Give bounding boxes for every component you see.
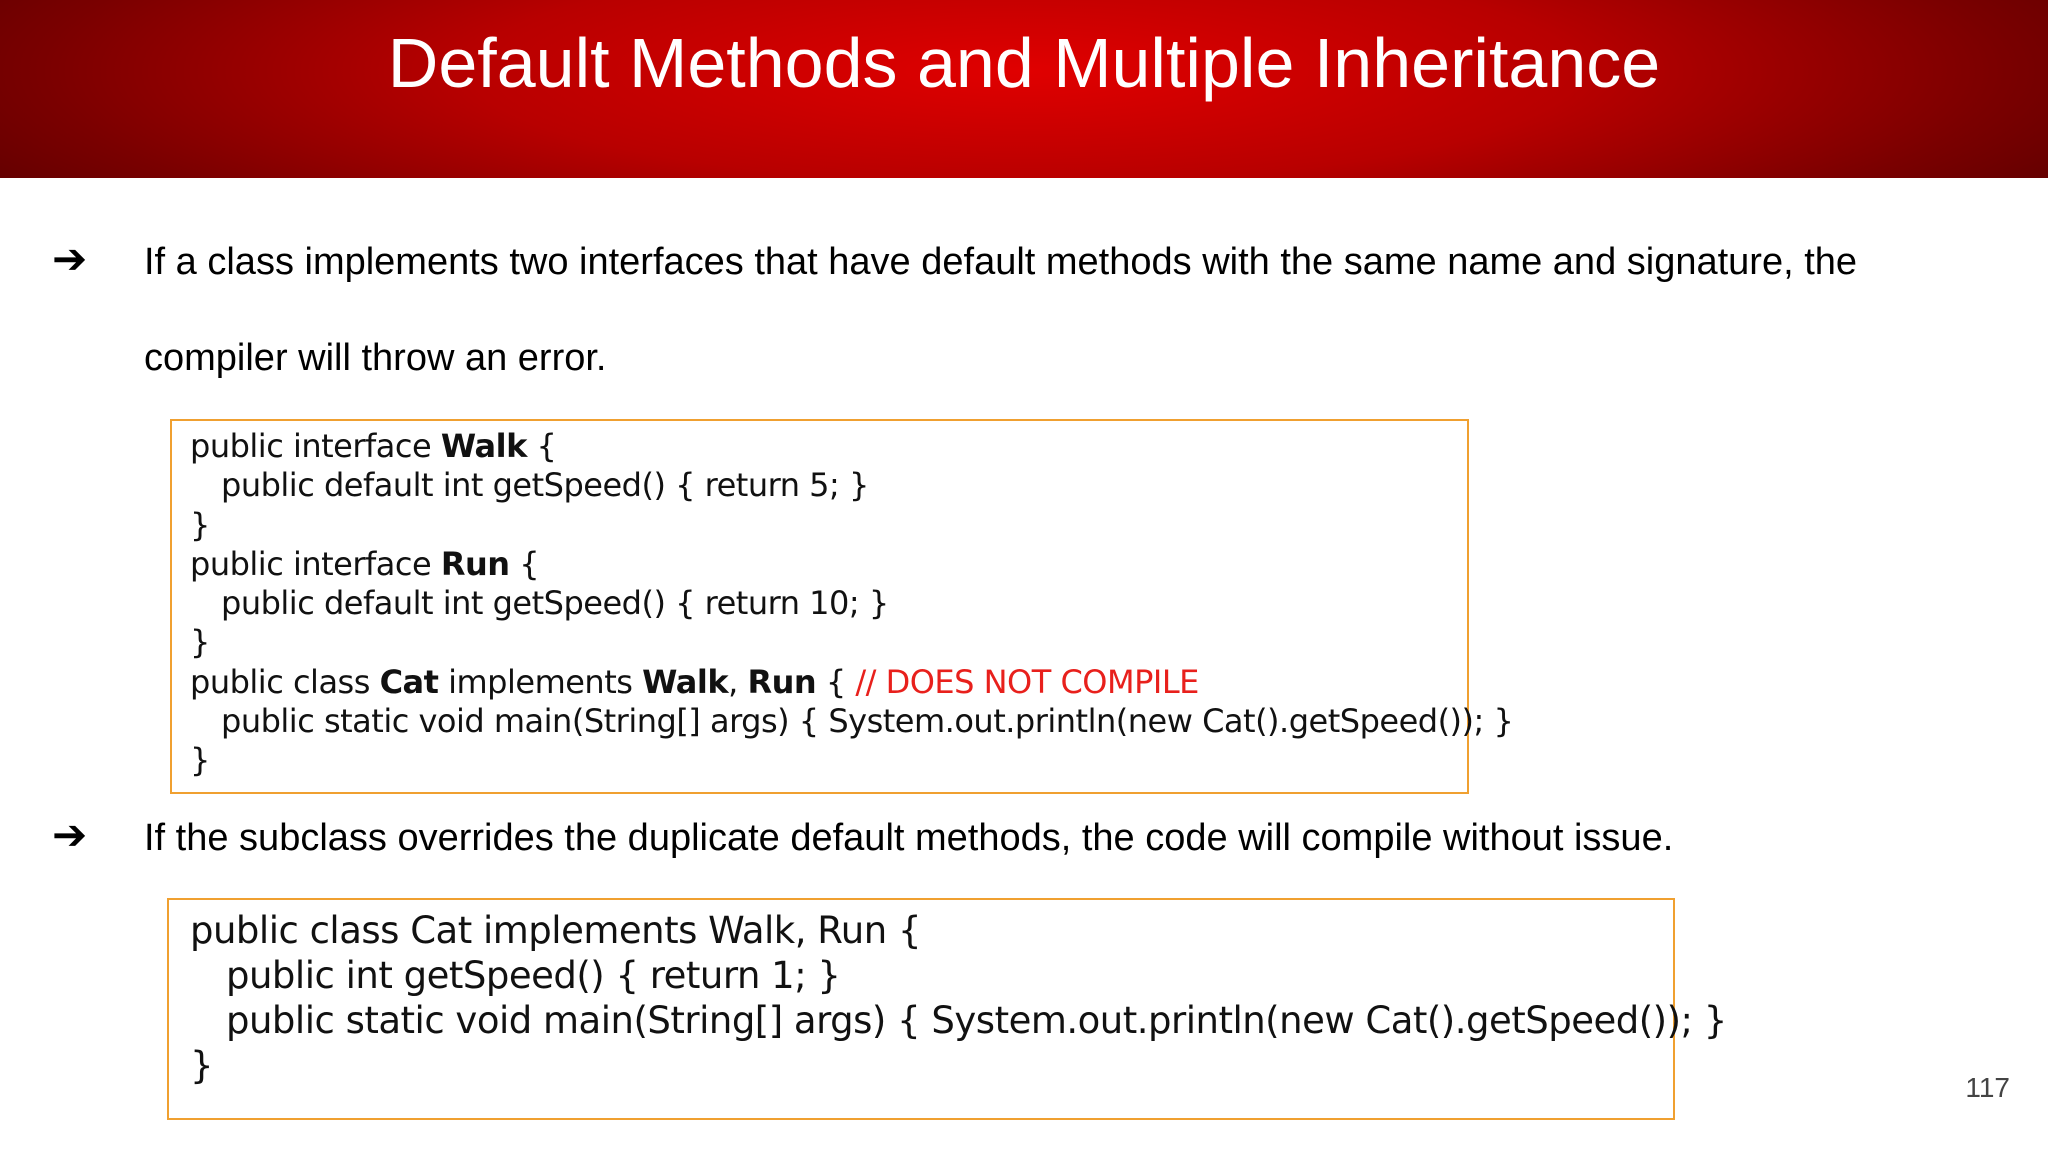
code-token: { [816,662,856,701]
code-token: Walk [440,427,527,465]
page-number: 117 [1965,1072,2010,1103]
code-line: } [190,505,210,544]
code-line: } [190,623,210,662]
code-token: implements [438,662,643,701]
bullet-2-text: If the subclass overrides the duplicate default methods, the code will compile without issue. [144,817,1674,859]
code-line: public default int getSpeed() { return 10; } [221,584,889,623]
code-token: , [728,662,748,701]
bullet-1-line-2: compiler will throw an error. [144,337,607,379]
code-token: Run [440,544,510,583]
code-line [172,427,1467,466]
code-token: Run [747,662,817,701]
code-token: { [509,544,540,583]
code-line: public int getSpeed() { return 1; } [226,954,841,997]
code-token: public interface [190,427,441,465]
code-line: } [190,1044,214,1087]
slide-title: Default Methods and Multiple Inheritance [387,24,1661,102]
code-line: public class Cat implements Walk, Run { [190,909,921,952]
bullet-arrow-icon: ➔ [52,811,88,858]
code-line: public default int getSpeed() { return 5; } [221,466,869,505]
code-block-error [170,419,1514,794]
bullet-1-line-1: If a class implements two interfaces that have default methods with the same name and signature, the [144,241,1858,283]
code-line: public static void main(String[] args) { System.out.println(new Cat().getSpeed()); } [221,702,1514,741]
code-comment: // DOES NOT COMPILE [855,662,1199,701]
title-bar [0,0,2048,178]
code-token: public interface [190,544,441,583]
code-line [172,663,1467,702]
code-token: public class [190,662,380,701]
code-line: public static void main(String[] args) { System.out.println(new Cat().getSpeed()); } [226,999,1727,1042]
code-block-fixed [167,898,1727,1120]
bullet-arrow-icon: ➔ [52,235,88,282]
code-token: { [526,427,557,465]
code-token: Walk [642,662,729,701]
code-line [172,545,1467,584]
code-token: Cat [379,662,439,701]
code-line: } [190,741,210,780]
